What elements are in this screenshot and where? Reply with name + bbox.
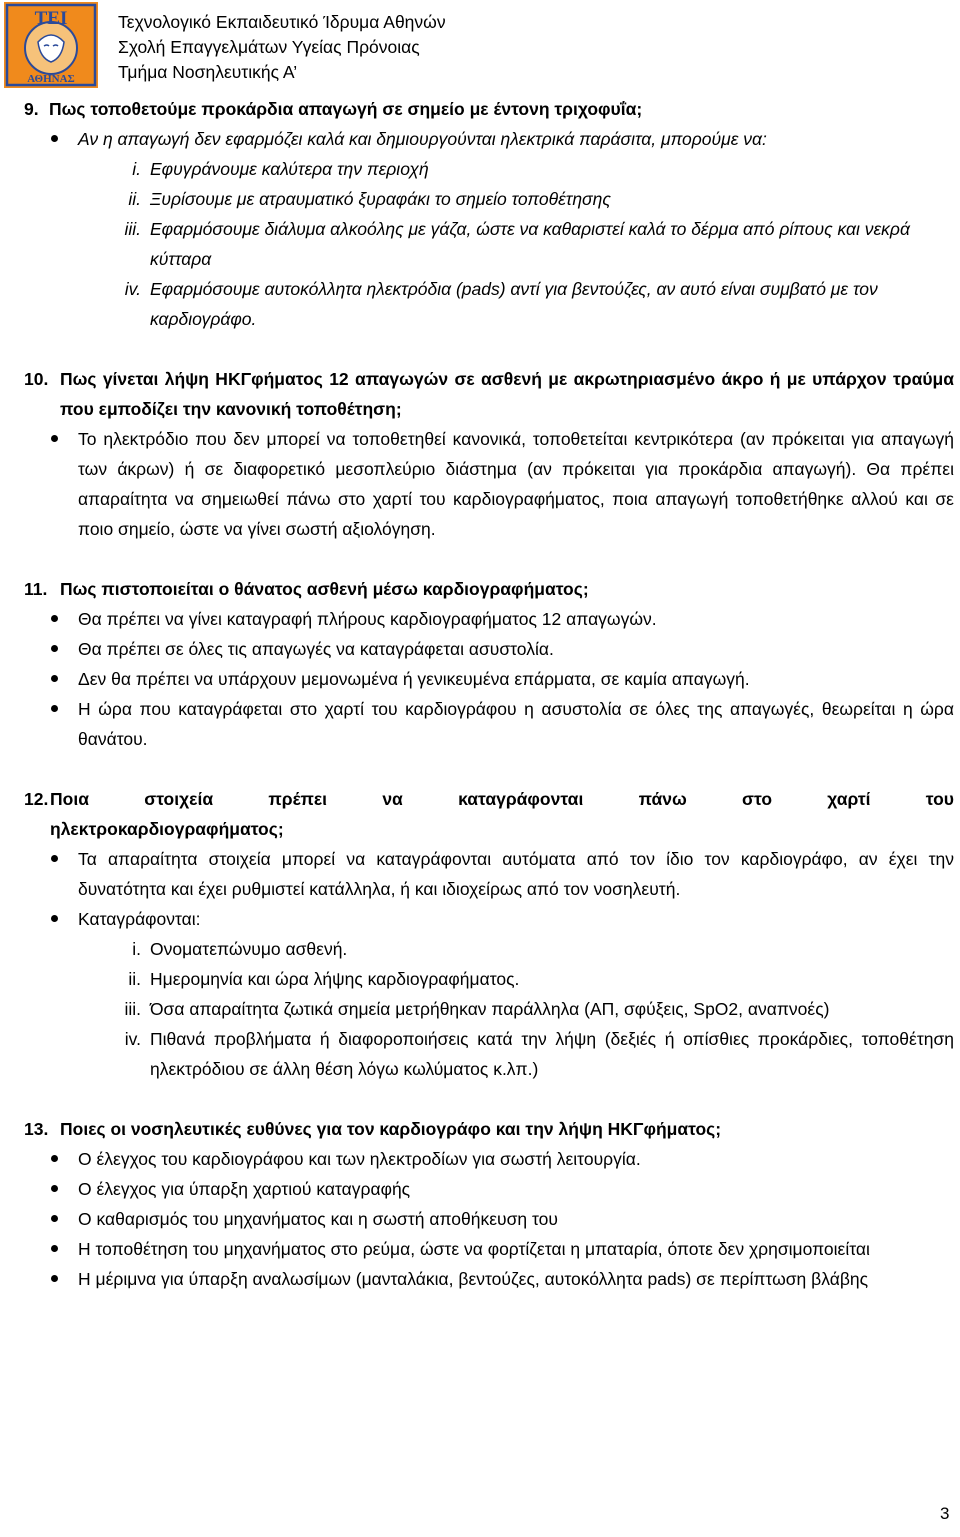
header-department: Τμήμα Νοσηλευτικής Α’ — [118, 62, 298, 82]
bullet-icon — [50, 1234, 78, 1264]
roman-list-item: ii. Ξυρίσουμε με ατραυματικό ξυραφάκι το σημείο τοποθέτησης — [128, 189, 611, 209]
header-institution: Τεχνολογικό Εκπαιδευτικό Ίδρυμα Αθηνών — [118, 12, 446, 32]
bullet-icon — [50, 664, 78, 694]
roman-list-item: iv. Εφαρμόσουμε αυτοκόλλητα ηλεκτρόδια (pads) αντί για βεντούζες, αν αυτό είναι συμβατό με τον καρδιογράφο. — [124, 279, 878, 329]
institution-logo — [4, 2, 98, 88]
logo-text-bottom: ΑΘΗΝΑΣ — [27, 73, 75, 85]
bullet-icon — [50, 1204, 78, 1234]
question-12-title-cont: ηλεκτροκαρδιογραφήματος; — [50, 819, 284, 839]
bullet-item: Αν η απαγωγή δεν εφαρμόζει καλά και δημιουργούνται ηλεκτρικά παράσιτα, μπορούμε να: — [50, 124, 954, 154]
bullet-item: Θα πρέπει σε όλες τις απαγωγές να καταγράφεται ασυστολία. — [50, 634, 954, 664]
bullet-item: Ο καθαρισμός του μηχανήματος και η σωστή αποθήκευση του — [50, 1204, 954, 1234]
bullet-item: Ο έλεγχος για ύπαρξη χαρτιού καταγραφής — [50, 1174, 954, 1204]
bullet-item: Το ηλεκτρόδιο που δεν μπορεί να τοποθετηθεί κανονικά, τοποθετείται κεντρικότερα (αν πρόκειται για απαγωγή των άκρων) ή σε διαφορετικό μεσοπλεύριο διάστημα (αν πρόκειται για προκάρδια απαγωγή). Θα πρέπει απαραίτητα να σημειωθεί πάνω στο χαρτί του καρδιογραφήματος, ποια απαγωγή τοποθετήθηκε αλλού και σε ποιο σημείο, ώστε να γίνει σωστή αξιολόγηση. — [50, 424, 954, 544]
bullet-icon — [50, 1144, 78, 1174]
bullet-item: Η ώρα που καταγράφεται στο χαρτί του καρδιογράφου η ασυστολία σε όλες της απαγωγές, θεωρείται η ώρα θανάτου. — [50, 694, 954, 754]
question-13-title: 13. Ποιες οι νοσηλευτικές ευθύνες για τον καρδιογράφο και την λήψη ΗΚΓφήματος; — [24, 1119, 722, 1139]
document-header — [118, 10, 446, 85]
roman-list-item: iii. Εφαρμόσουμε διάλυμα αλκοόλης με γάζα, ώστε να καθαριστεί καλά το δέρμα από ρίπους και νεκρά κύτταρα — [124, 219, 910, 269]
bullet-icon — [50, 424, 78, 544]
roman-list-item: iv. Πιθανά προβλήματα ή διαφοροποιήσεις κατά την λήψη (δεξιές ή οπίσθιες προκάρδιες, τοποθέτηση ηλεκτρόδιου σε άλλη θέση λόγω κωλύματος κ.λπ.) — [124, 1029, 954, 1079]
bullet-icon — [50, 634, 78, 664]
roman-list-item: iii. Όσα απαραίτητα ζωτικά σημεία μετρήθηκαν παράλληλα (ΑΠ, σφύξεις, SpO2, αναπνοές) — [124, 999, 830, 1019]
bullet-item: Τα απαραίτητα στοιχεία μπορεί να καταγράφονται αυτόματα από τον ίδιο τον καρδιογράφο, αν έχει την δυνατότητα και έχει ρυθμιστεί κατάλληλα, ή και ιδιοχείρως από τον νοσηλευτή. — [50, 844, 954, 904]
question-12-title: 12. Ποια στοιχεία πρέπει να καταγράφονται πάνω στο χαρτί του — [24, 789, 954, 809]
question-9-title: 9. Πως τοποθετούμε προκάρδια απαγωγή σε σημείο με έντονη τριχοφυΐα; — [24, 99, 643, 119]
roman-list-item: ii. Ημερομηνία και ώρα λήψης καρδιογραφήματος. — [128, 969, 520, 989]
document-body — [24, 94, 954, 1294]
question-11-title: 11. Πως πιστοποιείται ο θάνατος ασθενή μέσω καρδιογραφήματος; — [24, 579, 589, 599]
bullet-item: Ο έλεγχος του καρδιογράφου και των ηλεκτροδίων για σωστή λειτουργία. — [50, 1144, 954, 1174]
bullet-icon — [50, 1174, 78, 1204]
bullet-icon — [50, 694, 78, 754]
bullet-item: Καταγράφονται: — [50, 904, 954, 934]
bullet-icon — [50, 124, 78, 154]
bullet-item: Η μέριμνα για ύπαρξη αναλωσίμων (μανταλάκια, βεντούζες, αυτοκόλλητα pads) σε περίπτωση βλάβης — [50, 1264, 954, 1294]
bullet-item: Η τοποθέτηση του μηχανήματος στο ρεύμα, ώστε να φορτίζεται η μπαταρία, όποτε δεν χρησιμοποιείται — [50, 1234, 954, 1264]
bullet-item: Θα πρέπει να γίνει καταγραφή πλήρους καρδιογραφήματος 12 απαγωγών. — [50, 604, 954, 634]
bullet-icon — [50, 904, 78, 934]
bullet-icon — [50, 844, 78, 904]
bullet-icon — [50, 1264, 78, 1294]
roman-list-item: i. Ονοματεπώνυμο ασθενή. — [132, 939, 348, 959]
bullet-icon — [50, 604, 78, 634]
roman-list-item: i. Εφυγράνουμε καλύτερα την περιοχή — [132, 159, 429, 179]
page-number: 3 — [940, 1504, 950, 1523]
bullet-item: Δεν θα πρέπει να υπάρχουν μεμονωμένα ή γενικευμένα επάρματα, σε καμία απαγωγή. — [50, 664, 954, 694]
logo-text-top: ΤΕΙ — [34, 8, 68, 29]
header-school: Σχολή Επαγγελμάτων Υγείας Πρόνοιας — [118, 37, 420, 57]
question-10-title: 10. Πως γίνεται λήψη ΗΚΓφήματος 12 απαγωγών σε ασθενή με ακρωτηριασμένο άκρο ή με υπάρχον τραύμα που εμποδίζει την κανονική τοποθέτηση; — [24, 369, 954, 419]
